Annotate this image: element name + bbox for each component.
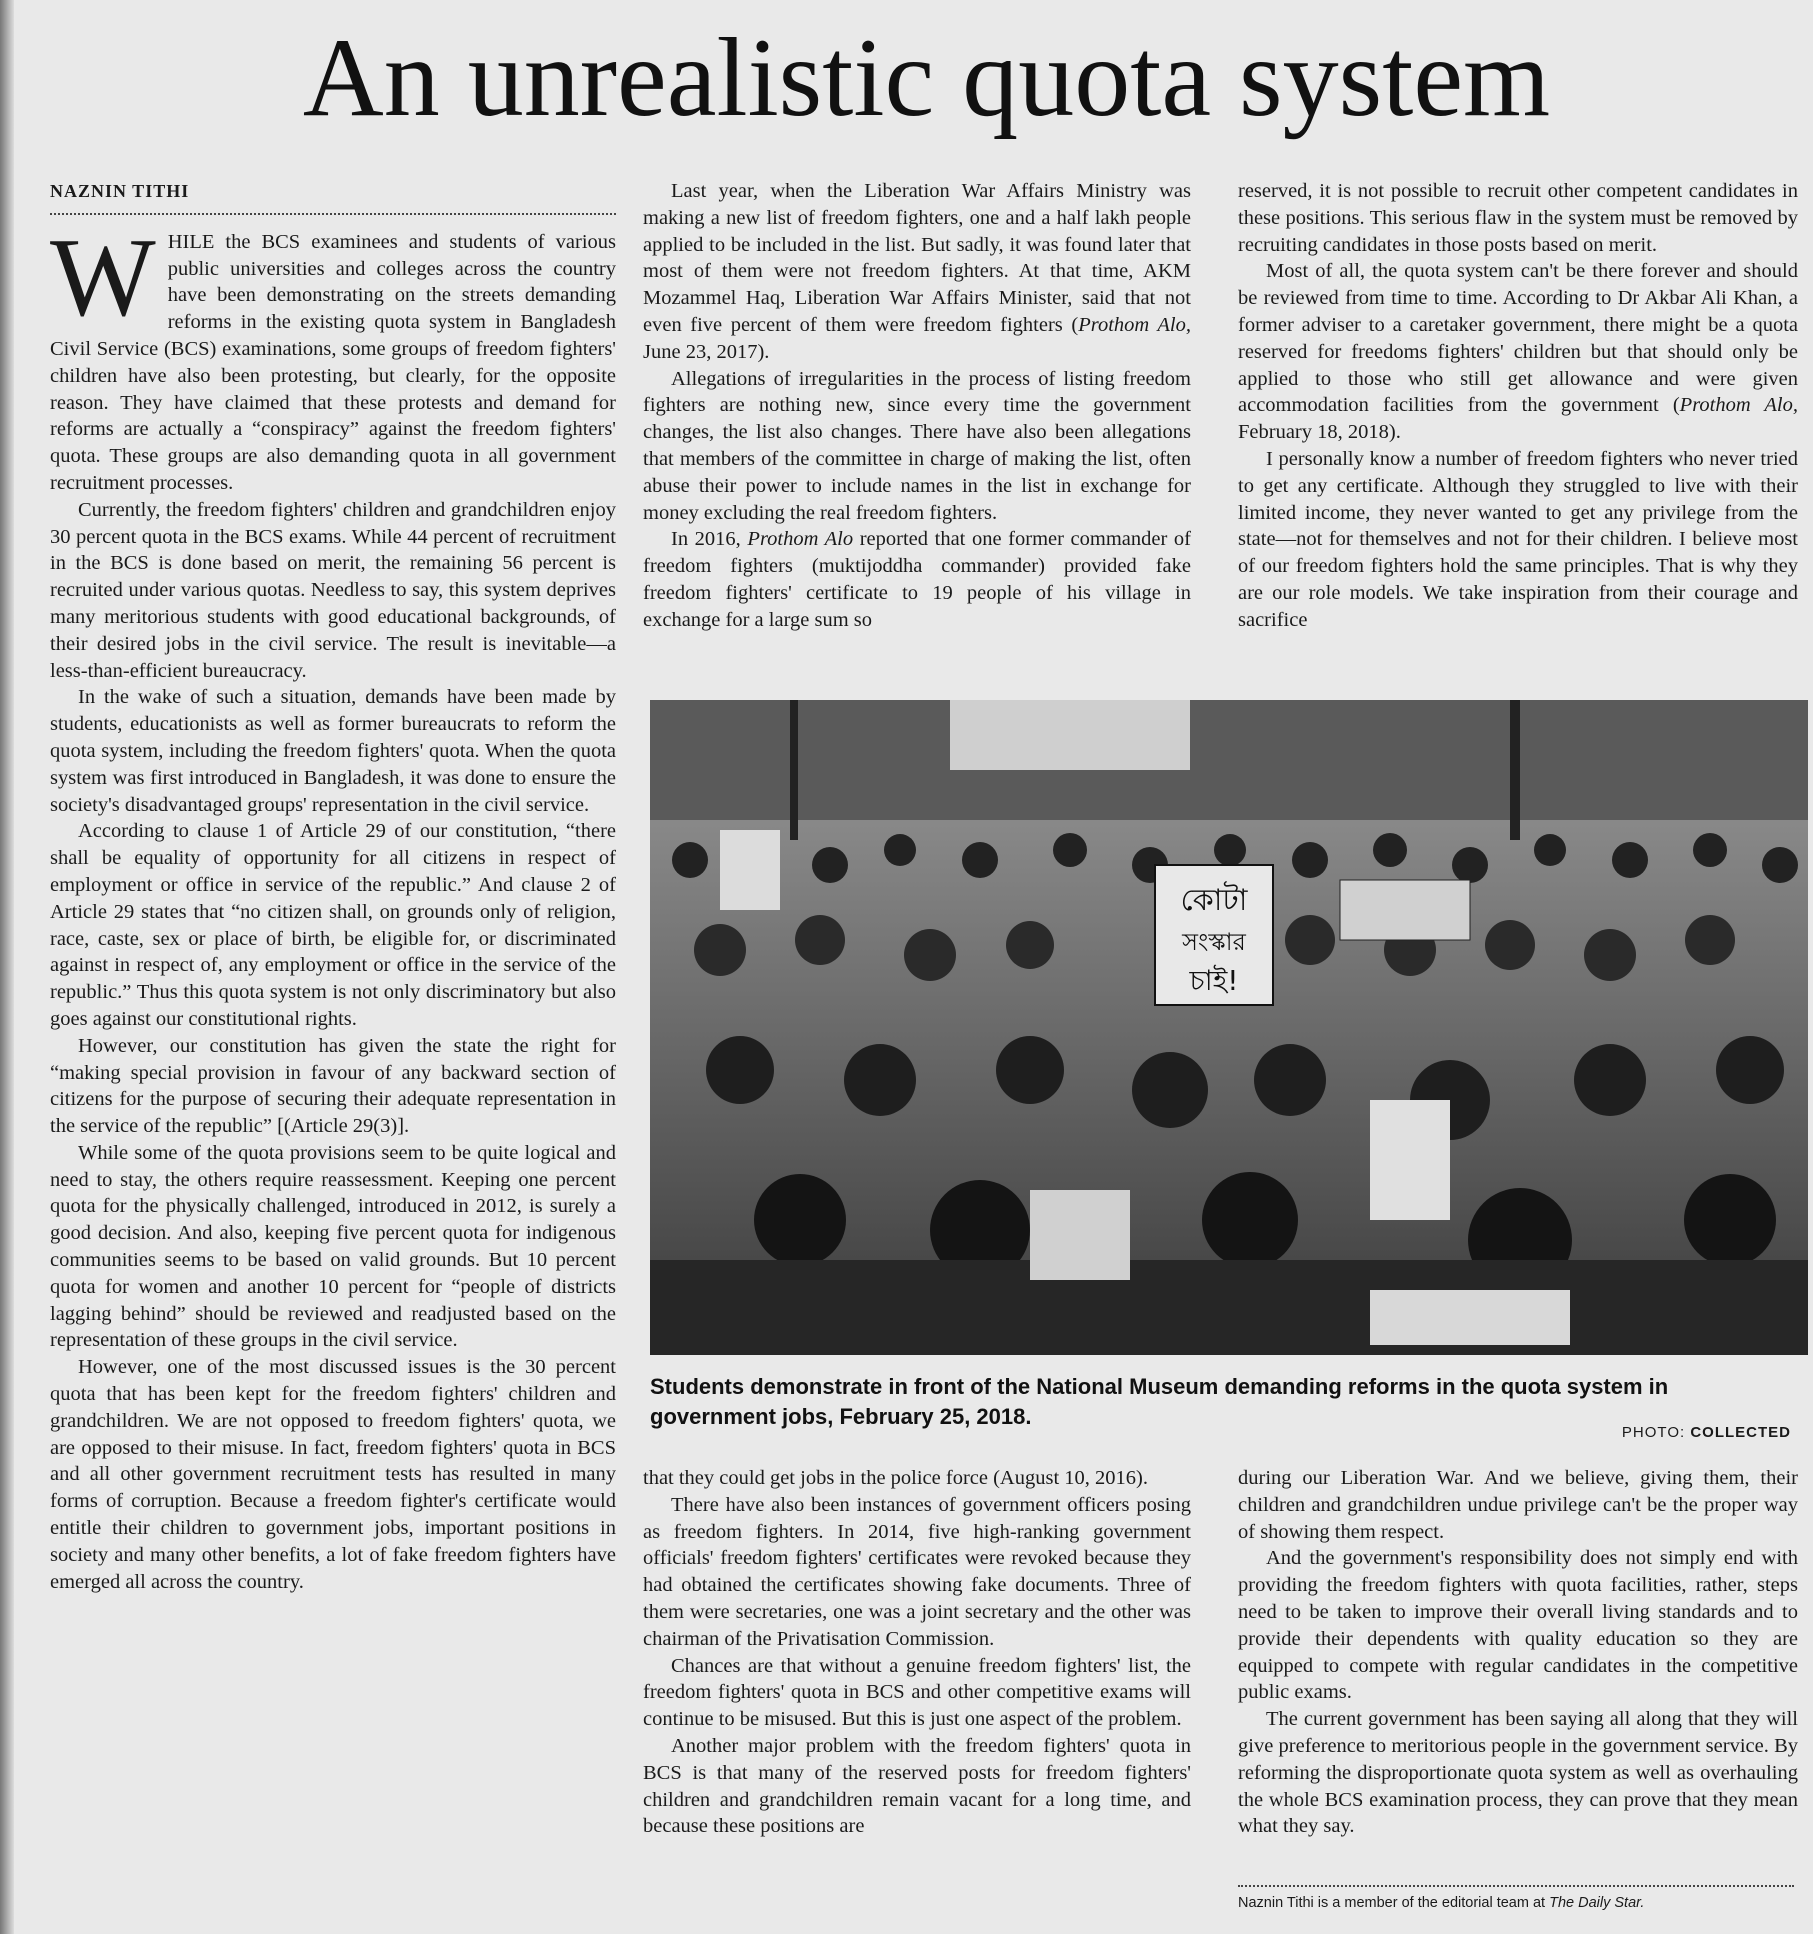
protest-photo (650, 700, 1808, 1355)
paragraph (643, 526, 1191, 633)
drop-cap: W (50, 215, 156, 340)
source-citation: Prothom Alo, (1679, 394, 1798, 417)
paragraph: However, our constitution has given the state the right for “making special provision in favour of any backward section of citizens for the purpose of securing their adequate representation in the service of the republic” [(Article 29(3)]. (50, 1034, 616, 1138)
article-column-2-bottom (643, 1465, 1191, 1930)
paragraph: There have also been instances of government officers posing as freedom fighters. In 2014, five high-ranking government officials' freedom fighters' certificates were revoked because they had obtained the certificates showing fake documents. Three of them were secretaries, one was a joint secretary and the other was chairman of the Privatisation Commission. (643, 1493, 1191, 1650)
article-column-3-top (1238, 178, 1798, 678)
article-column-2-top (643, 178, 1191, 678)
paragraph (50, 215, 616, 497)
paragraph: I personally know a number of freedom fighters who never tried to get any certificate. Although they struggled to live with their limited income, they never wanted to get any privilege from the state—not for themselves and not for their children. I believe most of our freedom fighters hold the same principles. That is why they are our role models. We take inspiration from their courage and sacrifice (1238, 447, 1798, 631)
paragraph-text: HILE the BCS examinees and students of various public universities and colleges across the country have been demonstrating on the streets demanding reforms in the existing quota system in Bangladesh Civil Service (BCS) examinations, some groups of freedom fighters' children have also been protesting, but clearly, for the opposite reason. They have claimed that these protests and demand for reforms are actually a “conspiracy” against the freedom fighters' quota. These groups are also demanding quota in all government recruitment processes. (50, 230, 616, 494)
paragraph: However, one of the most discussed issues is the 30 percent quota that has been kept for the freedom fighters' children and grandchildren. We are not opposed to freedom fighters' quota, we are opposed to their misuse. In fact, freedom fighters' quota in BCS and all other government recruitment tests has resulted in many forms of corruption. Because a freedom fighter's certificate would entitle their children to government jobs, important positions in society and many other benefits, a lot of fake freedom fighters have emerged all across the country. (50, 1356, 616, 1593)
paragraph: Another major problem with the freedom fighters' quota in BCS is that many of the reserved posts for freedom fighters' children and grandchildren remain vacant for a long time, and because these positions are (643, 1734, 1191, 1838)
article-column-1 (50, 178, 616, 1928)
paragraph: that they could get jobs in the police force (August 10, 2016). (643, 1467, 1148, 1489)
photo-credit (1622, 1424, 1791, 1441)
placard-line-2: সংস্কার (1182, 928, 1246, 956)
photo-caption: Students demonstrate in front of the National Museum demanding reforms in the quota system in government jobs, February 25, 2018. (650, 1374, 1669, 1429)
byline: NAZNIN TITHI (50, 178, 616, 215)
paragraph: Currently, the freedom fighters' children and grandchildren enjoy 30 percent quota in the BCS exams. While 44 percent of recruitment in the BCS is done based on merit, the remaining 56 percent is recruited under various quotas. Needless to say, this system deprives many meritorious students with good educational backgrounds, of their desired jobs in the civil service. The result is inevitable—a less-than-efficient bureaucracy. (50, 498, 616, 682)
paragraph-text: reported that one former commander of freedom fighters (muktijoddha commander) provided fake freedom fighters' certificate to 19 people of his village in exchange for a large sum so (643, 528, 1191, 631)
placard-line-3: চাই! (1189, 964, 1239, 997)
paragraph: And the government's responsibility does not simply end with providing the freedom fighters with quota facilities, rather, steps need to be taken to improve their overall living standards and to provide their dependents with quality education so they are equipped to compete with regular candidates in the competitive public exams. (1238, 1547, 1798, 1704)
publication-name: The Daily Star. (1549, 1895, 1645, 1911)
author-note-text: Naznin Tithi is a member of the editorial team at (1238, 1895, 1550, 1911)
paragraph-text: Most of all, the quota system can't be there forever and should be reviewed from time to time. According to Dr Akbar Ali Khan, a former adviser to a caretaker government, there might be a quota reserved for freedoms fighters' children but that should only be applied to those who still get allowance and were given accommodation facilities from the government ( (1238, 260, 1798, 417)
paragraph: The current government has been saying all along that they will give preference to meritorious people in the government service. By reforming the disproportionate quota system as well as overhauling the whole BCS examination process, they can prove that they mean what they say. (1238, 1708, 1798, 1838)
source-citation: Prothom Alo (747, 528, 854, 551)
photo-credit-value: COLLECTED (1690, 1424, 1791, 1441)
author-note (1238, 1885, 1794, 1911)
paragraph: While some of the quota provisions seem to be quite logical and need to stay, the others require reassessment. Keeping one percent quota for the physically challenged, introduced in 2012, is surely a good decision. And also, keeping five percent quota for indigenous communities seems to be based on valid grounds. But 10 percent quota for women and another 10 percent for “people of districts lagging behind” should be reviewed and readjusted based on the representation of these groups in the civil service. (50, 1141, 616, 1352)
article-column-3-bottom (1238, 1465, 1798, 1865)
headline: An unrealistic quota system (302, 16, 1551, 140)
paragraph-text: June 23, 2017). (643, 340, 770, 363)
paragraph: Allegations of irregularities in the process of listing freedom fighters are nothing new, since every time the government changes, the list also changes. There have also been allegations that members of the committee in charge of making the list, often abuse their power to include names in the list in exchange for money excluding the real freedom fighters. (643, 367, 1191, 524)
source-citation: Prothom Alo, (1078, 313, 1191, 336)
paragraph: reserved, it is not possible to recruit other competent candidates in these positions. This serious flaw in the system must be removed by recruiting candidates in those posts based on merit. (1238, 180, 1798, 256)
paragraph-text: In 2016, (671, 528, 748, 551)
placard-line-1: কোটা (1180, 883, 1248, 918)
paragraph-text: February 18, 2018). (1238, 421, 1401, 444)
photo-credit-label: PHOTO: (1621, 1424, 1686, 1441)
page-spine-shadow (0, 0, 14, 1934)
paragraph: According to clause 1 of Article 29 of our constitution, “there shall be equality of opportunity for all citizens in respect of employment or office in service of the republic.” And clause 2 of Article 29 states that “no citizen shall, on grounds only of religion, race, caste, sex or place of birth, be eligible for, or discriminated against in respect of, any employment or office in the service of the republic.” Thus this quota system is not only discriminatory but also goes against our constitutional rights. (50, 820, 616, 1030)
paragraph: during our Liberation War. And we believe, giving them, their children and grandchildren undue privilege can't be the proper way of showing them respect. (1238, 1467, 1798, 1543)
paragraph (643, 178, 1191, 366)
paragraph: In the wake of such a situation, demands have been made by students, educationists as well as former bureaucrats to reform the quota system, including the freedom fighters' quota. When the quota system was first introduced in Bangladesh, it was done to ensure the society's disadvantaged groups' representation in the civil service. (50, 686, 616, 816)
protest-placard (1155, 865, 1273, 1005)
paragraph-text: Last year, when the Liberation War Affairs Ministry was making a new list of freedom fighters, one and a half lakh people applied to be included in the list. But sadly, it was found later that most of them were not freedom fighters. At that time, AKM Mozammel Haq, Liberation War Affairs Minister, said that not even five percent of them were freedom fighters ( (643, 180, 1191, 336)
paragraph (1238, 258, 1798, 446)
paragraph: Chances are that without a genuine freedom fighters' list, the freedom fighters' quota in BCS and other competitive exams will continue to be misused. But this is just one aspect of the problem. (643, 1654, 1191, 1731)
